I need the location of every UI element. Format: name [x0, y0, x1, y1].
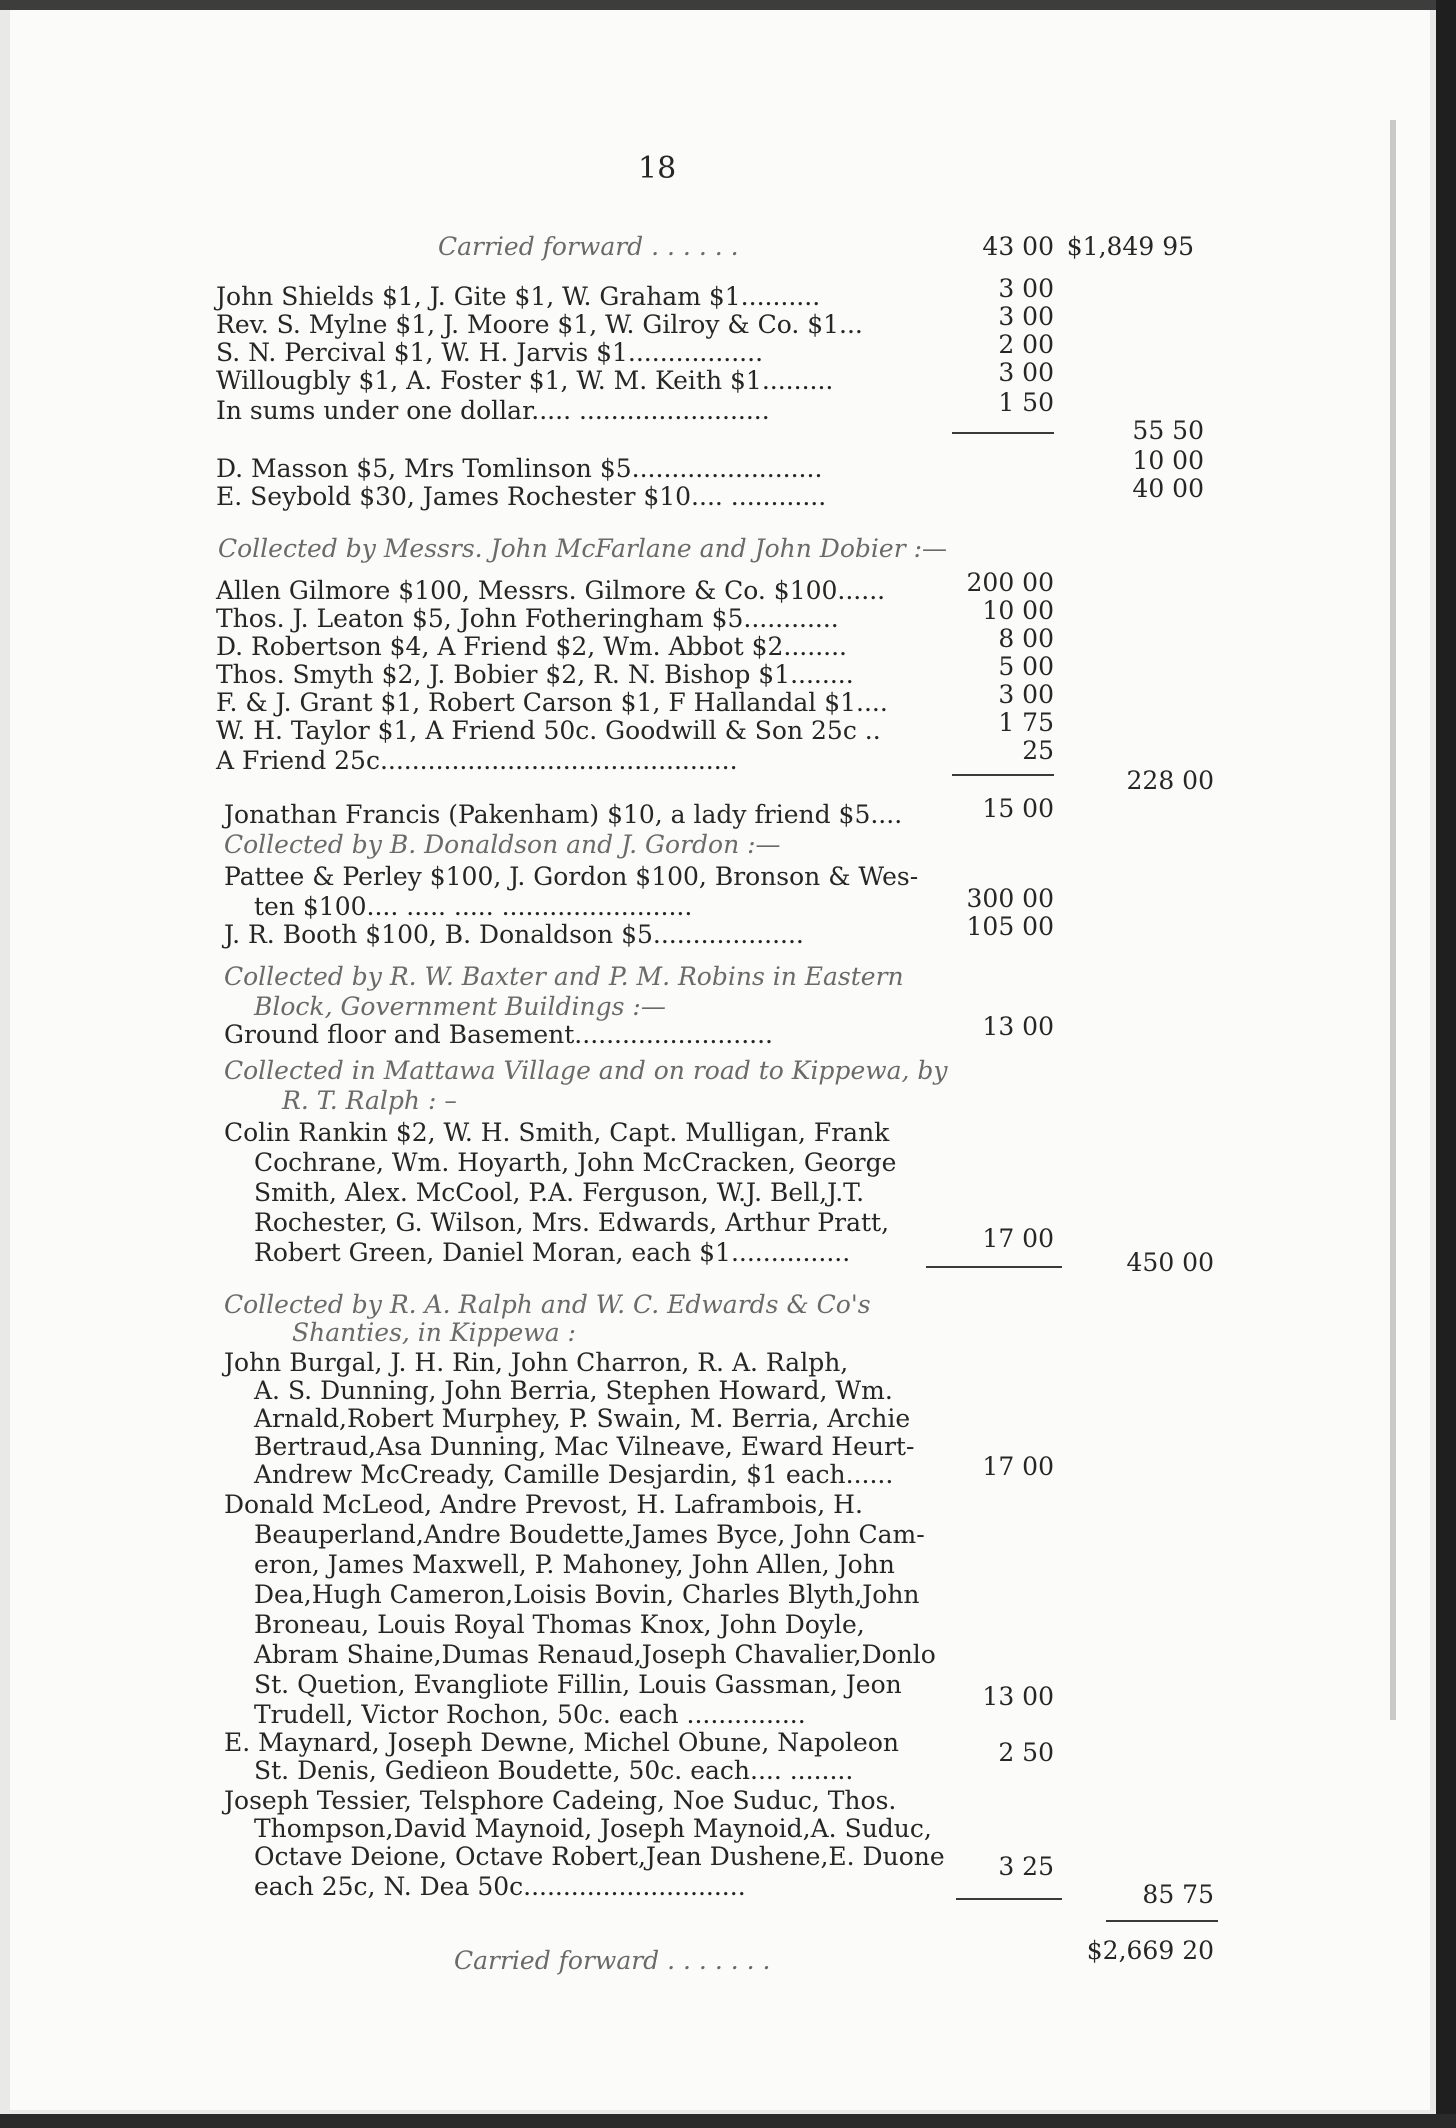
section-heading: Collected by B. Donaldson and J. Gordon :—: [224, 830, 781, 859]
entry-amount: 3 25: [998, 1852, 1054, 1881]
entry-line: John Burgal, J. H. Rin, John Charron, R. A. Ralph,: [224, 1348, 849, 1377]
entry-line: J. R. Booth $100, B. Donaldson $5...................: [224, 920, 804, 949]
entry-line: Beauperland,Andre Boudette,James Byce, John Cam-: [254, 1520, 925, 1549]
entry-line: A Friend 25c.............................................: [216, 746, 738, 775]
document-page: [10, 10, 1430, 2110]
carried-forward-col2: $1,849 95: [1066, 232, 1194, 261]
entry-line: Thos. Smyth $2, J. Bobier $2, R. N. Bishop $1........: [216, 660, 854, 689]
entry-line: Smith, Alex. McCool, P.A. Ferguson, W.J. Bell,J.T.: [254, 1178, 865, 1207]
entry-line: Thos. J. Leaton $5, John Fotheringham $5............: [216, 604, 839, 633]
entry-line: each 25c, N. Dea 50c............................: [254, 1872, 746, 1901]
entry-line: E. Maynard, Joseph Dewne, Michel Obune, Napoleon: [224, 1728, 899, 1757]
entry-amount: 300 00: [966, 884, 1054, 913]
entry-amount: 1 50: [998, 388, 1054, 417]
entry-line: Ground floor and Basement.........................: [224, 1020, 773, 1049]
subtotal-rule: [952, 774, 1054, 776]
entry-amount: 200 00: [966, 568, 1054, 597]
subtotal-amount: 85 75: [1142, 1880, 1214, 1909]
total-rule: [1106, 1920, 1218, 1922]
carried-forward-col1: 43 00: [982, 232, 1054, 261]
entry-amount: 13 00: [982, 1682, 1054, 1711]
section-heading: Shanties, in Kippewa :: [292, 1318, 576, 1347]
page-binding-shadow: [1390, 120, 1396, 1720]
entry-line: St. Denis, Gedieon Boudette, 50c. each.... ........: [254, 1756, 854, 1785]
entry-amount: 8 00: [998, 624, 1054, 653]
entry-line: Pattee & Perley $100, J. Gordon $100, Bronson & Wes-: [224, 862, 919, 891]
entry-amount: 10 00: [1132, 446, 1204, 475]
entry-amount: 3 00: [998, 302, 1054, 331]
entry-amount: 17 00: [982, 1452, 1054, 1481]
entry-line: Robert Green, Daniel Moran, each $1...............: [254, 1238, 851, 1267]
entry-amount: 15 00: [982, 794, 1054, 823]
entry-line: D. Robertson $4, A Friend $2, Wm. Abbot $2........: [216, 632, 847, 661]
section-heading: Collected by R. W. Baxter and P. M. Robins in Eastern: [224, 962, 904, 991]
entry-amount: 25: [1022, 736, 1054, 765]
entry-amount: 40 00: [1132, 474, 1204, 503]
entry-amount: 17 00: [982, 1224, 1054, 1253]
entry-line: In sums under one dollar..... ........................: [216, 396, 770, 425]
entry-amount: 3 00: [998, 680, 1054, 709]
entry-line: eron, James Maxwell, P. Mahoney, John Allen, John: [254, 1550, 895, 1579]
entry-line: Colin Rankin $2, W. H. Smith, Capt. Mulligan, Frank: [224, 1118, 890, 1147]
entry-line: Cochrane, Wm. Hoyarth, John McCracken, George: [254, 1148, 897, 1177]
entry-amount: 2 50: [998, 1738, 1054, 1767]
scan-top-border: [0, 0, 1456, 10]
entry-line: Arnald,Robert Murphey, P. Swain, M. Berria, Archie: [254, 1404, 911, 1433]
entry-line: Joseph Tessier, Telsphore Cadeing, Noe Suduc, Thos.: [224, 1786, 897, 1815]
entry-line: Andrew McCready, Camille Desjardin, $1 each......: [254, 1460, 894, 1489]
entry-line: Allen Gilmore $100, Messrs. Gilmore & Co. $100......: [216, 576, 886, 605]
entry-line: F. & J. Grant $1, Robert Carson $1, F Hallandal $1....: [216, 688, 888, 717]
subtotal-amount: 450 00: [1126, 1248, 1214, 1277]
entry-amount: 5 00: [998, 652, 1054, 681]
page-number: 18: [638, 151, 677, 186]
entry-line: Rev. S. Mylne $1, J. Moore $1, W. Gilroy & Co. $1...: [216, 310, 863, 339]
entry-amount: 10 00: [982, 596, 1054, 625]
entry-line: Rochester, G. Wilson, Mrs. Edwards, Arthur Pratt,: [254, 1208, 890, 1237]
entry-line: Dea,Hugh Cameron,Loisis Bovin, Charles Blyth,John: [254, 1580, 920, 1609]
carried-forward-label: Carried forward . . . . . . .: [454, 1946, 771, 1975]
section-heading: R. T. Ralph : –: [282, 1086, 457, 1115]
entry-line: Bertraud,Asa Dunning, Mac Vilneave, Eward Heurt-: [254, 1432, 915, 1461]
carried-forward-label: Carried forward . . . . . .: [438, 232, 739, 261]
entry-line: Octave Deione, Octave Robert,Jean Dushene,E. Duone: [254, 1842, 945, 1871]
entry-line: D. Masson $5, Mrs Tomlinson $5........................: [216, 454, 823, 483]
entry-line: ten $100.... ..... ..... ........................: [254, 892, 693, 921]
entry-amount: 2 00: [998, 330, 1054, 359]
section-heading: Collected in Mattawa Village and on road to Kippewa, by: [224, 1056, 948, 1085]
carried-forward-total: $2,669 20: [1086, 1936, 1214, 1965]
subtotal-amount: 55 50: [1132, 416, 1204, 445]
section-heading: Block, Government Buildings :—: [254, 992, 666, 1021]
subtotal-rule: [956, 1898, 1062, 1900]
entry-line: E. Seybold $30, James Rochester $10.... ............: [216, 482, 827, 511]
entry-line: St. Quetion, Evangliote Fillin, Louis Gassman, Jeon: [254, 1670, 902, 1699]
entry-line: John Shields $1, J. Gite $1, W. Graham $1..........: [216, 282, 821, 311]
subtotal-rule: [952, 432, 1054, 434]
entry-amount: 1 75: [998, 708, 1054, 737]
entry-line: Jonathan Francis (Pakenham) $10, a lady friend $5....: [224, 800, 903, 829]
subtotal-rule: [926, 1266, 1062, 1268]
entry-line: Thompson,David Maynoid, Joseph Maynoid,A. Suduc,: [254, 1814, 932, 1843]
subtotal-amount: 228 00: [1126, 766, 1214, 795]
entry-amount: 3 00: [998, 274, 1054, 303]
scan-right-border: [1436, 0, 1456, 2128]
entry-line: A. S. Dunning, John Berria, Stephen Howard, Wm.: [254, 1376, 893, 1405]
entry-amount: 13 00: [982, 1012, 1054, 1041]
entry-line: Willougbly $1, A. Foster $1, W. M. Keith $1.........: [216, 366, 834, 395]
entry-line: Trudell, Victor Rochon, 50c. each ...............: [254, 1700, 806, 1729]
scan-bottom-border: [0, 2114, 1456, 2128]
entry-line: Donald McLeod, Andre Prevost, H. Laframbois, H.: [224, 1490, 863, 1519]
section-heading: Collected by R. A. Ralph and W. C. Edwards & Co's: [224, 1290, 871, 1319]
section-heading: Collected by Messrs. John McFarlane and John Dobier :—: [218, 534, 948, 563]
entry-line: Broneau, Louis Royal Thomas Knox, John Doyle,: [254, 1610, 865, 1639]
entry-line: Abram Shaine,Dumas Renaud,Joseph Chavalier,Donlo: [254, 1640, 936, 1669]
entry-amount: 3 00: [998, 358, 1054, 387]
entry-amount: 105 00: [966, 912, 1054, 941]
entry-line: W. H. Taylor $1, A Friend 50c. Goodwill & Son 25c ..: [216, 716, 881, 745]
entry-line: S. N. Percival $1, W. H. Jarvis $1.................: [216, 338, 764, 367]
